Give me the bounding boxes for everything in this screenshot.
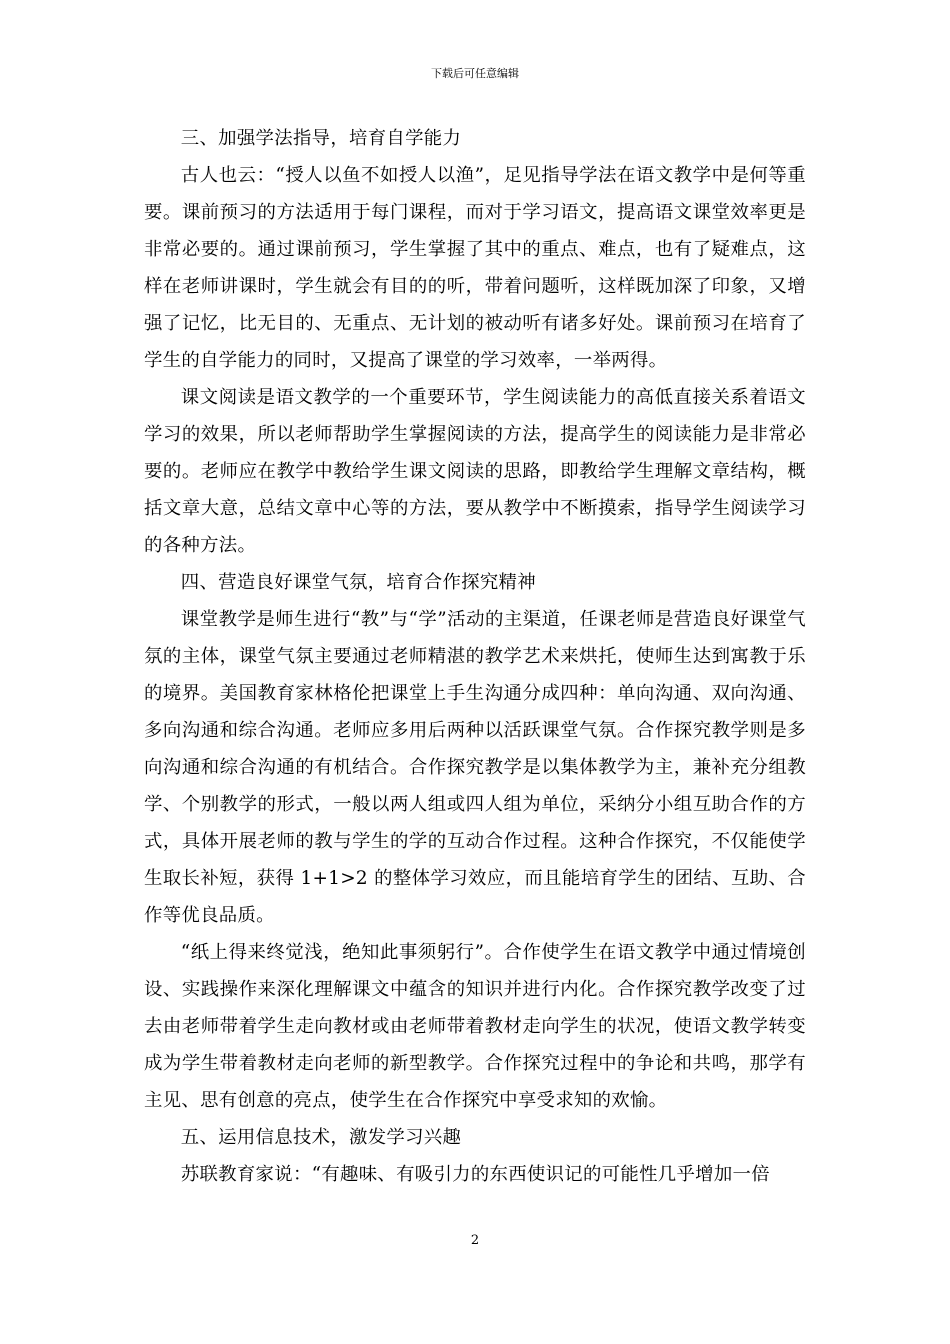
document-body — [144, 120, 806, 1193]
body-paragraph: “纸上得来终觉浅，绝知此事须躬行”。合作使学生在语文教学中通过情境创设、实践操作来深化理解课文中蕴含的知识并进行内化。合作探究教学改变了过去由老师带着学生走向教材或由老师带着教材走向学生的状况，使语文教学转变成为学生带着教材走向老师的新型教学。合作探究过程中的争论和共鸣，那学有主见、思有创意的亮点，使学生在合作探究中享受求知的欢愉。 — [144, 942, 806, 1111]
body-paragraph: 古人也云：“授人以鱼不如授人以渔”，足见指导学法在语文教学中是何等重要。课前预习的方法适用于每门课程，而对于学习语文，提高语文课堂效率更是非常必要的。通过课前预习，学生掌握了其中的重点、难点，也有了疑难点，这样在老师讲课时，学生就会有目的的听，带着问题听，这样既加深了印象，又增强了记忆，比无目的、无重点、无计划的被动听有诸多好处。课前预习在培育了学生的自学能力的同时，又提高了课堂的学习效率，一举两得。 — [144, 165, 806, 371]
body-paragraph: 课堂教学是师生进行“教”与“学”活动的主渠道，任课老师是营造良好课堂气氛的主体，课堂气氛主要通过老师精湛的教学艺术来烘托，使师生达到寓教于乐的境界。美国教育家林格伦把课堂上手生沟通分成四种：单向沟通、双向沟通、多向沟通和综合沟通。老师应多用后两种以活跃课堂气氛。合作探究教学则是多向沟通和综合沟通的有机结合。合作探究教学是以集体教学为主，兼补充分组教学、个别教学的形式，一般以两人组或四人组为单位，采纳分小组互助合作的方式，具体开展老师的教与学生的学的互动合作过程。这种合作探究，不仅能使学生取长补短，获得 1+1>2 的整体学习效应，而且能培育学生的团结、互助、合作等优良品质。 — [144, 609, 806, 926]
section-heading-4: 四、营造良好课堂气氛，培育合作探究精神 — [180, 572, 536, 593]
body-paragraph: 苏联教育家说：“有趣味、有吸引力的东西使识记的可能性几乎增加一倍 — [180, 1164, 770, 1185]
body-paragraph: 课文阅读是语文教学的一个重要环节，学生阅读能力的高低直接关系着语文学习的效果，所以老师帮助学生掌握阅读的方法，提高学生的阅读能力是非常必要的。老师应在教学中教给学生课文阅读的思路，即教给学生理解文章结构，概括文章大意，总结文章中心等的方法，要从教学中不断摸索，指导学生阅读学习的各种方法。 — [144, 387, 806, 556]
page-header: 下载后可任意编辑 — [431, 67, 519, 80]
section-heading-5: 五、运用信息技术，激发学习兴趣 — [180, 1127, 462, 1148]
page-number: 2 — [470, 1233, 480, 1248]
section-heading-3: 三、加强学法指导，培育自学能力 — [180, 128, 462, 149]
